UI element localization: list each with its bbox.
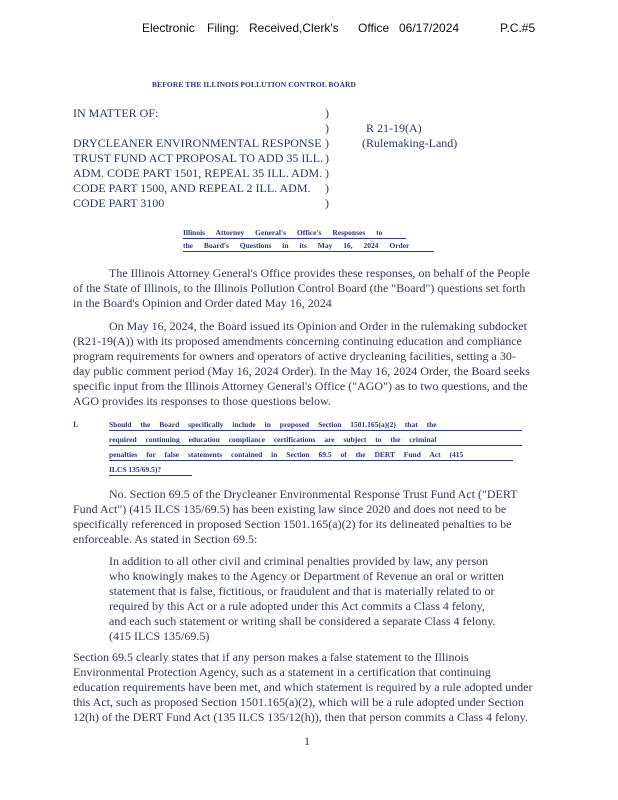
paragraph-line: program requirements for owners and operators of active drycleaning facilities, setting a 30-	[73, 349, 516, 363]
question-number: I.	[73, 420, 79, 429]
caption-paren: )	[325, 151, 329, 165]
stamp-received: Received,Clerk's	[249, 21, 339, 35]
block-quote-line: required by this Act or a rule adopted under this Act commits a Class 4 felony,	[109, 599, 485, 613]
block-quote-line: In addition to all other civil and criminal penalties provided by law, any person	[109, 554, 489, 568]
answer-line: No. Section 69.5 of the Drycleaner Environmental Response Trust Fund Act ("DERT	[109, 487, 518, 501]
closing-line: education requirements have been met, and which statement is required by a rule adopted under	[73, 680, 533, 694]
answer-line: enforceable. As stated in Section 69.5:	[73, 532, 258, 546]
caption-line: IN MATTER OF:	[73, 106, 159, 120]
block-quote-line: statement that is false, fictitious, or fraudulent and that is materially related to or	[109, 584, 495, 598]
stamp-filing: Filing:	[207, 21, 240, 35]
board-heading: BEFORE THE ILLINOIS POLLUTION CONTROL BOARD	[152, 80, 356, 89]
stamp-pc-number: P.C.#5	[500, 21, 536, 35]
block-quote-line: and each such statement or writing shall be considered a separate Class 4 felony.	[109, 614, 496, 628]
closing-line: this Act, such as proposed Section 1501.165(a)(2), which will be a rule adopted under Section	[73, 695, 524, 709]
stamp-office: Office	[358, 21, 390, 35]
caption-line: TRUST FUND ACT PROPOSAL TO ADD 35 ILL.	[73, 151, 324, 165]
closing-line: Environmental Protection Agency, such as a statement in a certification that continuing	[73, 665, 491, 679]
caption-line: ADM. CODE PART 1501, REPEAL 35 ILL. ADM.	[73, 166, 323, 180]
stamp-date: 06/17/2024	[399, 21, 460, 35]
page-number: 1	[304, 734, 310, 748]
docket-number: R 21-19(A)	[366, 121, 422, 135]
answer-line: specifically referenced in proposed Section 1501.165(a)(2) for its delineated penalties to be	[73, 517, 512, 531]
caption-line: CODE PART 1500, AND REPEAL 2 ILL. ADM.	[73, 181, 311, 195]
paragraph-line: On May 16, 2024, the Board issued its Opinion and Order in the rulemaking subdocket	[109, 319, 527, 333]
answer-line: Fund Act") (415 ILCS 135/69.5) has been existing law since 2020 and does not need to be	[73, 502, 507, 516]
question-underline	[109, 430, 522, 431]
paragraph-line: (R21-19(A)) with its proposed amendments concerning continuing education and compliance	[73, 334, 522, 348]
caption-line: DRYCLEANER ENVIRONMENTAL RESPONSE	[73, 136, 322, 150]
paragraph-line: AGO provides its responses to those questions below.	[73, 394, 331, 408]
caption-paren: )	[325, 166, 329, 180]
question-line: required continuing education compliance certifications are subject to the criminal	[109, 435, 437, 444]
question-underline	[109, 445, 522, 446]
docket-type: (Rulemaking-Land)	[362, 136, 458, 150]
block-quote-line: (415 ILCS 135/69.5)	[109, 629, 210, 643]
question-line: penalties for false statements contained in Section 69.5 of the DERT Fund Act (415	[109, 450, 464, 459]
stamp-electronic: Electronic	[142, 21, 195, 35]
question-line: ILCS 135/69.5)?	[109, 465, 162, 474]
intro-line: The Illinois Attorney General's Office provides these responses, on behalf of the People	[109, 266, 530, 280]
doc-title-line: the Board's Questions in its May 16, 2024 Order	[183, 241, 410, 250]
paragraph-line: day public comment period (May 16, 2024 Order). In the May 16, 2024 Order, the Board seeks	[73, 364, 530, 378]
caption-line: CODE PART 3100	[73, 196, 165, 210]
closing-line: 12(h) of the DERT Fund Act (135 ILCS 135/12(h)), then that person commits a Class 4 felony.	[73, 710, 528, 724]
closing-line: Section 69.5 clearly states that if any person makes a false statement to the Illinois	[73, 650, 469, 664]
title-underline	[183, 238, 406, 239]
caption-paren: )	[325, 136, 329, 150]
question-line: Should the Board specifically include in proposed Section 1501.165(a)(2) that the	[109, 420, 437, 429]
caption-paren: )	[325, 106, 329, 120]
question-underline	[109, 460, 513, 461]
intro-line: of the State of Illinois, to the Illinois Pollution Control Board (the "Board") questions set forth	[73, 281, 526, 295]
question-underline	[109, 475, 192, 476]
intro-line: in the Board's Opinion and Order dated May 16, 2024	[73, 296, 332, 310]
caption-paren: )	[325, 181, 329, 195]
title-underline	[183, 251, 434, 252]
block-quote-line: who knowingly makes to the Agency or Department of Revenue an oral or written	[109, 569, 504, 583]
caption-paren: )	[325, 196, 329, 210]
doc-title-line: Illinois Attorney General's Office's Responses to	[183, 228, 383, 237]
caption-paren: )	[325, 121, 329, 135]
paragraph-line: specific input from the Illinois Attorney General's Office ("AGO") as to two questions, and the	[73, 379, 528, 393]
